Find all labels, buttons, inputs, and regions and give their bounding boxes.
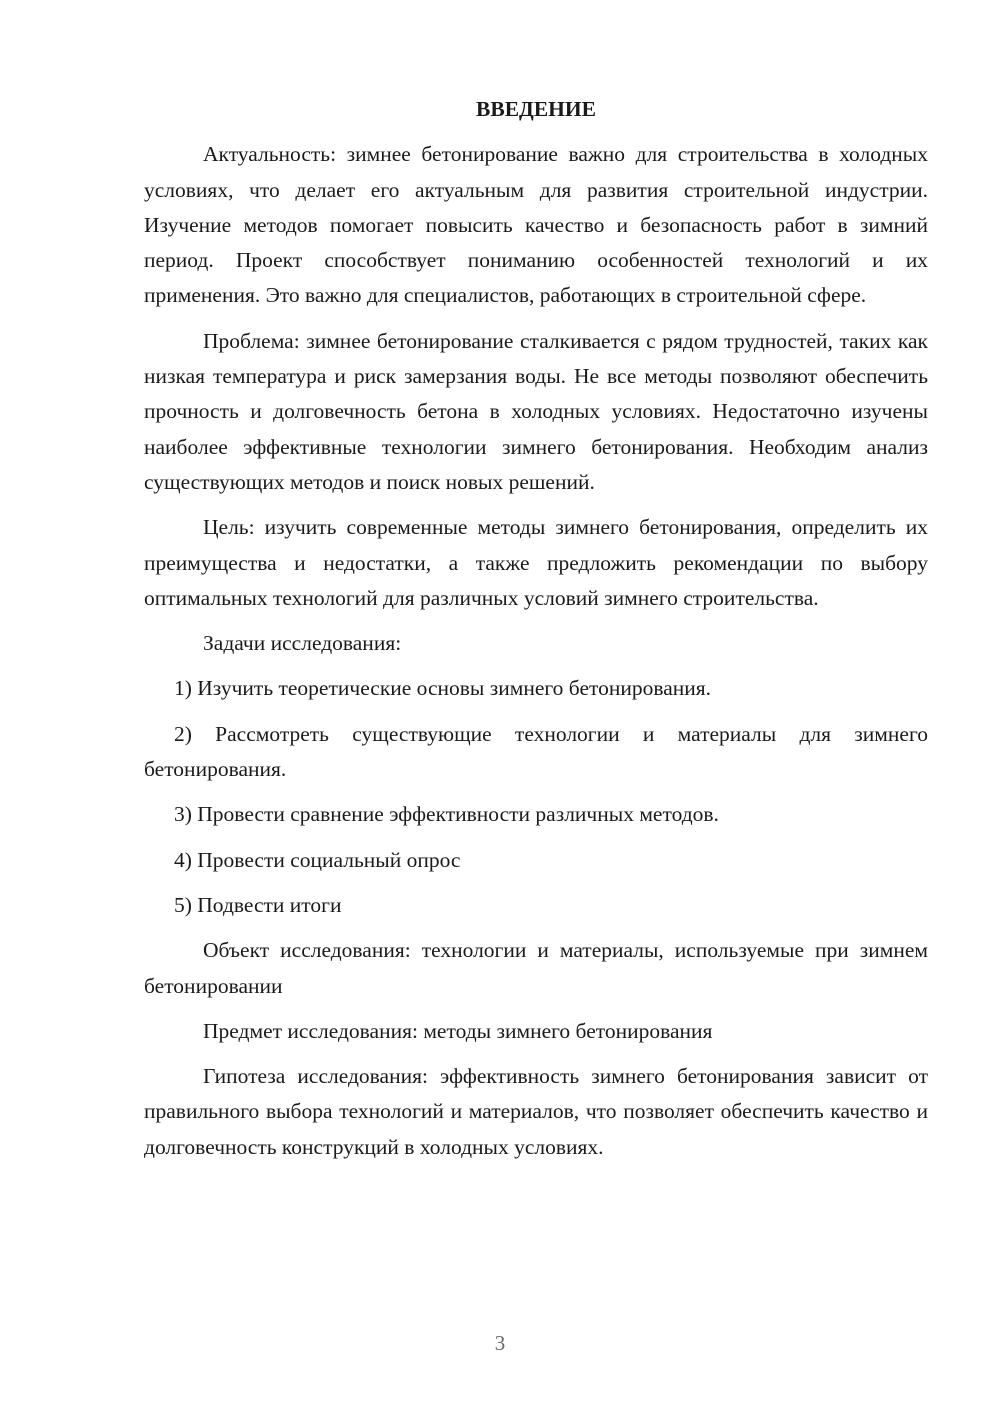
task-item: 3) Провести сравнение эффективности различных методов. <box>174 802 719 827</box>
tasks-heading: Задачи исследования: <box>203 631 402 656</box>
document-page <box>144 92 928 1175</box>
task-item: 4) Провести социальный опрос <box>174 847 461 872</box>
task-item: 2) Рассмотреть существующие технологии и материалы для зимнего бетонирования. <box>144 721 928 782</box>
object-paragraph: Объект исследования: технологии и материалы, используемые при зимнем бетонировании <box>144 938 928 998</box>
page-number: 3 <box>494 1331 506 1355</box>
task-item: 5) Подвести итоги <box>174 892 342 917</box>
problem-paragraph: Проблема: зимнее бетонирование сталкивается с рядом трудностей, таких как низкая температура и риск замерзания воды. Не все методы позволяют обеспечить прочность и долговечность бетона в холодных условиях. Недостаточно изучены наиболее эффективные технологии зимнего бетонирования. Необходим анализ существующих методов и поиск новых решений. <box>144 328 928 494</box>
task-item: 1) Изучить теоретические основы зимнего бетонирования. <box>174 676 712 701</box>
goal-paragraph: Цель: изучить современные методы зимнего бетонирования, определить их преимущества и недостатки, а также предложить рекомендации по выбору оптимальных технологий для различных условий зимнего строительства. <box>144 515 928 610</box>
section-heading: ВВЕДЕНИЕ <box>476 97 596 121</box>
relevance-paragraph: Актуальность: зимнее бетонирование важно для строительства в холодных условиях, что делает его актуальным для развития строительной индустрии. Изучение методов помогает повысить качество и безопасность работ в зимний период. Проект способствует пониманию особенностей технологий и их применения. Это важно для специалистов, работающих в строительной сфере. <box>144 142 928 308</box>
hypothesis-paragraph: Гипотеза исследования: эффективность зимнего бетонирования зависит от правильного выбора технологий и материалов, что позволяет обеспечить качество и долговечность конструкций в холодных условиях. <box>144 1064 928 1159</box>
subject-paragraph: Предмет исследования: методы зимнего бетонирования <box>203 1018 713 1043</box>
